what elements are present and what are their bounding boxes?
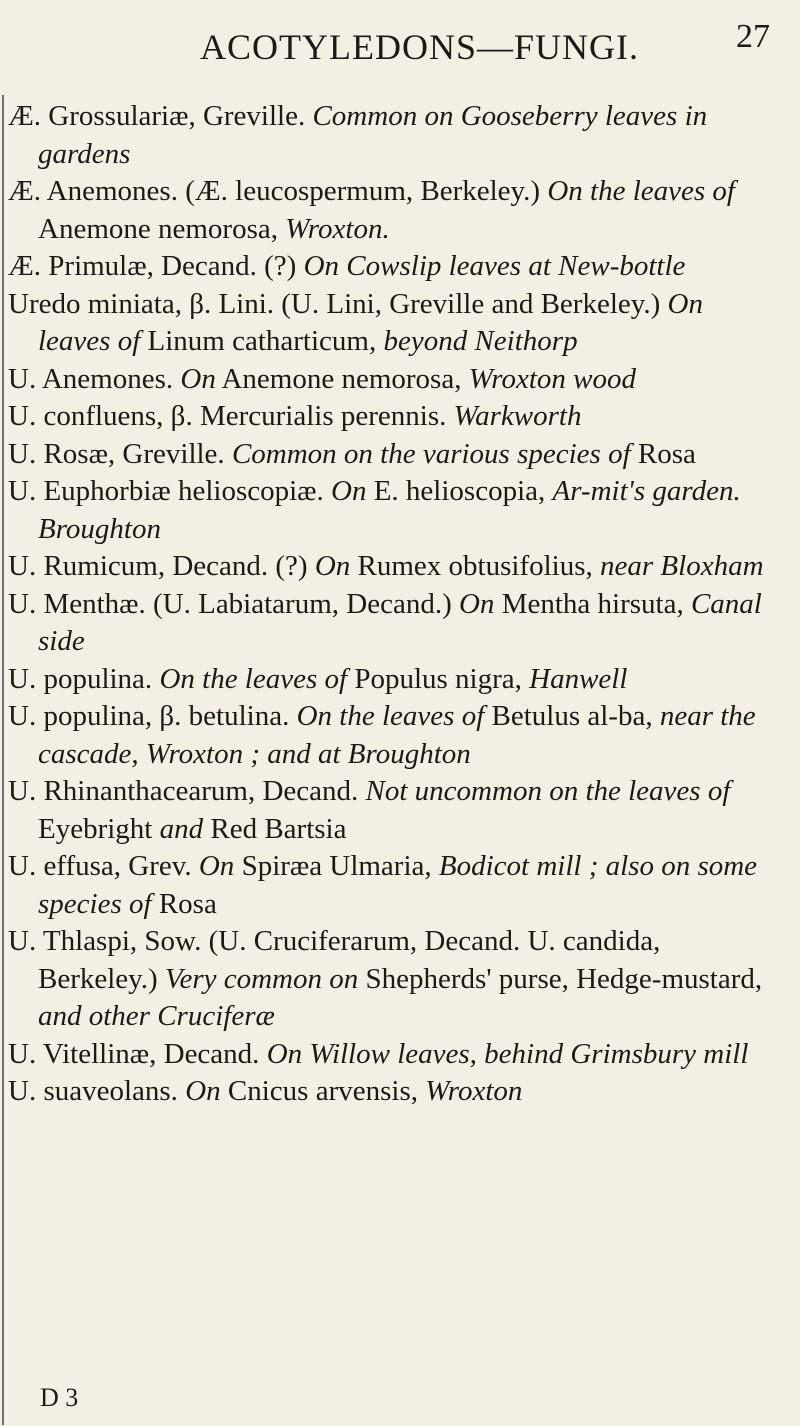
entry-italic-text: beyond Neithorp bbox=[383, 325, 578, 357]
entry-italic-text: and bbox=[159, 812, 204, 845]
entry-text: Anemone nemorosa, bbox=[215, 362, 469, 395]
entry-text: Eyebright bbox=[38, 812, 160, 845]
entry-text: U. Anemones. bbox=[8, 362, 181, 395]
species-entry bbox=[8, 848, 778, 923]
entry-text: U. effusa, Grev. bbox=[8, 850, 199, 882]
entry-text: U. Vitellinæ, Decand. bbox=[8, 1037, 267, 1070]
species-entry bbox=[8, 1073, 778, 1111]
entry-italic-text: Very common on bbox=[164, 962, 359, 995]
species-entry bbox=[8, 586, 778, 661]
printer-signature: D 3 bbox=[40, 1383, 79, 1412]
entry-italic-text: On Willow leaves, behind Grimsbury mill bbox=[266, 1037, 749, 1070]
species-entry bbox=[8, 98, 778, 173]
entry-italic-text: Wroxton wood bbox=[468, 362, 637, 395]
page-number: 27 bbox=[736, 18, 770, 55]
entry-italic-text: Wroxton. bbox=[285, 212, 390, 245]
species-entry bbox=[8, 173, 778, 248]
entry-italic-text: Not uncommon on the leaves of bbox=[365, 775, 731, 807]
entry-text: Æ. Grossulariæ, Greville. bbox=[8, 100, 313, 132]
entry-text: U. Thlaspi, Sow. (U. Cruciferarum, Decand. U. candida, Berkeley.) bbox=[8, 925, 661, 995]
species-entry bbox=[8, 548, 778, 586]
entry-text: Rosa bbox=[630, 437, 696, 470]
species-entry bbox=[8, 286, 778, 361]
species-entry bbox=[8, 773, 778, 848]
species-entry bbox=[8, 1036, 778, 1074]
entry-text: Rosa bbox=[151, 887, 217, 920]
species-entry bbox=[8, 698, 778, 773]
entry-italic-text: On bbox=[458, 587, 495, 620]
entry-italic-text: Ar-mit's garden. Broughton bbox=[38, 475, 741, 545]
entry-text: U. suaveolans. bbox=[8, 1075, 186, 1107]
entry-italic-text: and other Cruciferæ bbox=[38, 1000, 275, 1032]
entry-text: Mentha hirsuta, bbox=[494, 587, 691, 620]
entry-italic-text: Warkworth bbox=[453, 400, 582, 432]
fungi-entry-list bbox=[8, 98, 778, 1111]
entry-italic-text: On Cowslip leaves at New-bottle bbox=[303, 250, 686, 282]
entry-italic-text: Wroxton bbox=[425, 1075, 523, 1107]
entry-text: Uredo miniata, β. Lini. (U. Lini, Greville and Berkeley.) bbox=[8, 287, 668, 320]
entry-text: E. helioscopia, bbox=[366, 475, 553, 507]
entry-italic-text: On bbox=[185, 1075, 221, 1107]
entry-text: U. Euphorbiæ helioscopiæ. bbox=[8, 475, 332, 507]
entry-text: Anemone nemorosa, bbox=[38, 212, 286, 245]
entry-italic-text: near the cascade, Wroxton ; and at Broughton bbox=[38, 700, 756, 770]
running-head: ACOTYLEDONS—FUNGI. bbox=[200, 27, 639, 67]
entry-italic-text: On the leaves of bbox=[296, 700, 485, 732]
entry-italic-text: near Bloxham bbox=[600, 550, 764, 582]
entry-text: Shepherds' purse, Hedge-mustard, bbox=[358, 962, 763, 995]
entry-text: Spiræa Ulmaria, bbox=[234, 850, 439, 882]
entry-text: Linum catharticum, bbox=[140, 325, 384, 357]
entry-italic-text: Bodicot mill ; also on some species of bbox=[38, 850, 758, 920]
entry-text: U. Rhinanthacearum, Decand. bbox=[8, 775, 366, 807]
entry-text: Betulus al-ba, bbox=[484, 700, 660, 732]
entry-text: Æ. Anemones. (Æ. leucospermum, Berkeley.) bbox=[8, 175, 548, 207]
entry-italic-text: Common on Gooseberry leaves in gardens bbox=[38, 100, 708, 170]
species-entry bbox=[8, 661, 778, 699]
page-header bbox=[0, 18, 800, 68]
entry-italic-text: On bbox=[198, 850, 235, 882]
entry-italic-text: On bbox=[180, 362, 216, 395]
entry-text: U. confluens, β. Mercurialis perennis. bbox=[8, 400, 454, 432]
entry-text: Rumex obtusifolius, bbox=[350, 550, 601, 582]
entry-text: U. populina. bbox=[8, 662, 160, 695]
species-entry bbox=[8, 473, 778, 548]
entry-italic-text: Hanwell bbox=[529, 662, 628, 695]
page-edge-rule bbox=[2, 95, 4, 1425]
entry-text: Æ. Primulæ, Decand. (?) bbox=[8, 250, 304, 282]
entry-italic-text: On leaves of bbox=[38, 287, 703, 357]
species-entry bbox=[8, 361, 778, 399]
entry-text: U. populina, β. betulina. bbox=[8, 700, 297, 732]
entry-italic-text: Canal side bbox=[38, 587, 762, 657]
entry-text: Cnicus arvensis, bbox=[220, 1075, 426, 1107]
entry-italic-text: Common on the various species of bbox=[231, 437, 631, 470]
species-entry bbox=[8, 436, 778, 474]
species-entry bbox=[8, 398, 778, 436]
species-entry bbox=[8, 248, 778, 286]
entry-text: U. Menthæ. (U. Labiatarum, Decand.) bbox=[8, 587, 459, 620]
entry-italic-text: On bbox=[331, 475, 367, 507]
entry-italic-text: On the leaves of bbox=[547, 175, 735, 207]
entry-italic-text: On bbox=[314, 550, 351, 582]
entry-text: U. Rosæ, Greville. bbox=[8, 437, 232, 470]
entry-text: U. Rumicum, Decand. (?) bbox=[8, 550, 315, 582]
entry-text: Populus nigra, bbox=[347, 662, 530, 695]
entry-text: Red Bartsia bbox=[203, 812, 347, 845]
entry-italic-text: On the leaves of bbox=[159, 662, 348, 695]
species-entry bbox=[8, 923, 778, 1036]
